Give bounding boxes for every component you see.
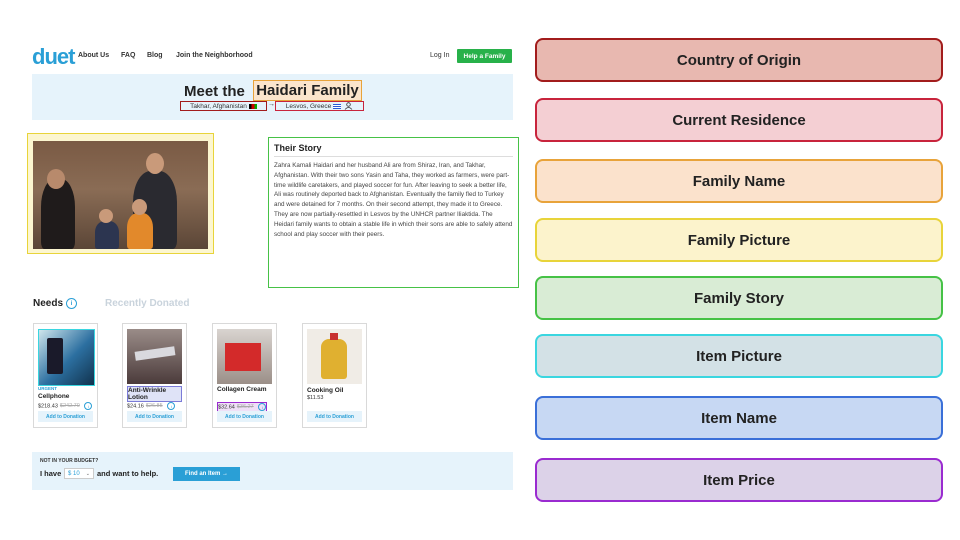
price-current: $32.64 <box>218 404 235 411</box>
current-residence <box>275 101 364 111</box>
item-picture <box>38 329 95 386</box>
item-price <box>38 402 92 410</box>
login-link[interactable]: Log In <box>430 52 450 59</box>
price-info-icon[interactable]: i <box>258 403 266 411</box>
legend-family-picture: Family Picture <box>535 218 943 262</box>
origin-text: Takhar, Afghanistan <box>190 102 247 110</box>
duet-logo[interactable]: duet <box>32 44 75 69</box>
bottle-shape <box>321 339 347 379</box>
family-photo <box>33 141 208 249</box>
item-price: $11.53 <box>307 395 324 401</box>
item-name: Collagen Cream <box>217 386 267 393</box>
add-to-donation-button[interactable]: Add to Donation <box>307 411 362 422</box>
greece-flag-icon <box>333 104 341 109</box>
item-card-cellphone[interactable] <box>33 323 98 428</box>
person-son-1 <box>95 221 119 249</box>
item-card-anti-wrinkle-lotion[interactable] <box>122 323 187 428</box>
budget-select-value: $ 10 <box>68 470 80 477</box>
legend-current-residence: Current Residence <box>535 98 943 142</box>
arrow-icon: → <box>268 101 275 108</box>
item-picture <box>307 329 362 384</box>
find-item-button[interactable]: Find an Item → <box>173 467 240 481</box>
phone-shape <box>47 338 63 374</box>
tab-recently-donated[interactable]: Recently Donated <box>105 298 190 309</box>
bottle-cap <box>330 333 338 340</box>
story-title: Their Story <box>274 143 513 157</box>
person-son-2 <box>127 213 153 249</box>
tab-needs-label: Needs <box>33 298 64 310</box>
item-name: Cellphone <box>38 393 70 400</box>
budget-text-2: and want to help. <box>97 469 159 478</box>
father-head <box>146 153 164 174</box>
price-current: $218.43 <box>38 403 58 410</box>
add-to-donation-button[interactable]: Add to Donation <box>127 411 182 422</box>
price-info-icon[interactable]: i <box>84 402 92 410</box>
legend-family-name: Family Name <box>535 159 943 203</box>
legend-item-name: Item Name <box>535 396 943 440</box>
legend-item-price: Item Price <box>535 458 943 502</box>
family-name: Haidari Family <box>253 80 362 101</box>
item-card-collagen-cream[interactable] <box>212 323 277 428</box>
nav-blog[interactable]: Blog <box>147 52 163 59</box>
nav-join-neighborhood[interactable]: Join the Neighborhood <box>176 52 253 59</box>
add-to-donation-button[interactable]: Add to Donation <box>38 411 93 422</box>
urgent-badge: URGENT <box>38 386 57 391</box>
tube-shape <box>135 346 176 360</box>
item-name: Anti-Wrinkle Lotion <box>127 386 182 402</box>
nav-faq[interactable]: FAQ <box>121 52 136 59</box>
legend-country-of-origin: Country of Origin <box>535 38 943 82</box>
price-old: $26.85 <box>145 403 163 410</box>
son-2-head <box>132 199 147 215</box>
item-card-cooking-oil[interactable] <box>302 323 367 428</box>
price-old: $242.70 <box>59 403 80 410</box>
add-to-donation-button[interactable]: Add to Donation <box>217 411 272 422</box>
legend-family-story: Family Story <box>535 276 943 320</box>
item-name: Cooking Oil <box>307 387 344 394</box>
people-icon <box>344 102 353 110</box>
tab-needs[interactable] <box>33 298 77 309</box>
afghanistan-flag-icon <box>249 104 257 109</box>
item-price <box>127 402 175 410</box>
help-family-button[interactable]: Help a Family <box>457 49 512 63</box>
budget-select[interactable] <box>64 468 94 479</box>
person-mother <box>41 179 75 249</box>
family-story <box>268 137 519 288</box>
price-old: $36.27 <box>236 404 254 411</box>
chevron-down-icon: ⌄ <box>85 470 90 477</box>
box-shape <box>225 343 261 371</box>
country-of-origin <box>180 101 267 111</box>
info-icon[interactable]: i <box>66 298 77 309</box>
item-picture <box>217 329 272 384</box>
budget-text-1: I have <box>40 469 62 478</box>
mother-head <box>47 169 65 189</box>
meet-the-label: Meet the <box>184 83 245 100</box>
story-text: Zahra Kamali Haidari and her husband Ali are from Shiraz, Iran, and Takhar, Afghanistan. With their two sons Yasin and Taha, they worked as farmers, were part-time wildlife caretakers, and played soccer for fun. After leaving to seek a better life, Ali was routinely deported back to Afghanistan. Eventually the family fled to Turkey and were detained for 7 months. On their second attempt, they made it to Greece. They are now partially-resettled in Lesvos by the UNHCR partner Iliaktida. The Heidari family wants to obtain a stable life in which their sons are able to safely attend school and play soccer with their peers. <box>274 162 513 238</box>
residence-text: Lesvos, Greece <box>285 102 332 110</box>
legend-item-picture: Item Picture <box>535 334 943 378</box>
item-picture <box>127 329 182 384</box>
budget-heading: NOT IN YOUR BUDGET? <box>40 458 99 464</box>
price-current: $24.16 <box>127 403 144 410</box>
price-info-icon[interactable]: i <box>167 402 175 410</box>
son-1-head <box>99 209 113 223</box>
nav-about-us[interactable]: About Us <box>78 52 110 59</box>
